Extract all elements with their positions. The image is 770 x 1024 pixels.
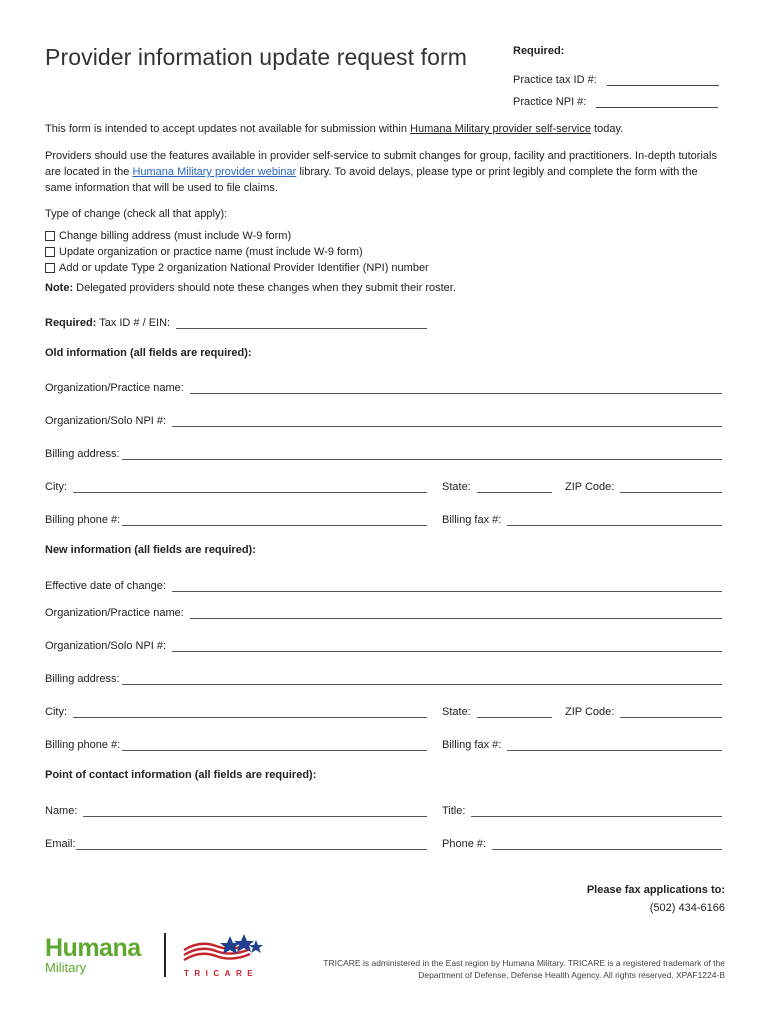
footer-disclaimer: TRICARE is administered in the East region by Humana Military. TRICARE is a registered trademark of the Department of Defense, Defense Health Agency. All rights reserved. XPAF1224-B bbox=[323, 958, 725, 980]
contact-title-label: Title: bbox=[442, 805, 466, 817]
change-option-name[interactable] bbox=[45, 244, 725, 260]
new-zip-label: ZIP Code: bbox=[565, 706, 615, 718]
page-title: Provider information update request form bbox=[45, 44, 468, 70]
practice-npi-field[interactable] bbox=[596, 96, 718, 108]
new-info-heading: New information (all fields are required): bbox=[45, 544, 256, 556]
change-option-npi[interactable] bbox=[45, 260, 725, 276]
old-billing-address-label: Billing address: bbox=[45, 448, 120, 460]
old-billing-phone-field[interactable] bbox=[122, 515, 427, 526]
checkbox-icon[interactable] bbox=[45, 247, 55, 257]
contact-heading: Point of contact information (all fields are required): bbox=[45, 769, 317, 781]
practice-tax-id-label: Practice tax ID #: bbox=[513, 74, 597, 86]
tricare-logo bbox=[180, 932, 272, 980]
contact-phone-label: Phone #: bbox=[442, 838, 487, 850]
required-box bbox=[513, 45, 719, 108]
new-billing-address-field[interactable] bbox=[122, 674, 722, 685]
change-type-section bbox=[45, 206, 725, 276]
new-city-field[interactable] bbox=[73, 707, 427, 718]
fax-number: (502) 434-6166 bbox=[649, 902, 725, 914]
old-city-label: City: bbox=[45, 481, 67, 493]
old-state-field[interactable] bbox=[477, 482, 552, 493]
fax-block bbox=[587, 884, 725, 914]
old-org-name-row bbox=[45, 378, 722, 394]
effective-date-label: Effective date of change: bbox=[45, 580, 166, 592]
new-org-name-field[interactable] bbox=[190, 608, 722, 619]
intro-line bbox=[45, 121, 725, 137]
new-billing-address-label: Billing address: bbox=[45, 673, 120, 685]
practice-npi-row bbox=[513, 86, 719, 108]
contact-email-field[interactable] bbox=[76, 839, 427, 850]
effective-date-row bbox=[45, 576, 722, 592]
checkbox-icon[interactable] bbox=[45, 231, 55, 241]
old-zip-label: ZIP Code: bbox=[565, 481, 615, 493]
contact-email-label: Email: bbox=[45, 838, 76, 850]
tax-id-row bbox=[45, 313, 427, 329]
logo-divider bbox=[164, 933, 166, 977]
old-phone-fax-row bbox=[45, 510, 722, 526]
old-state-label: State: bbox=[442, 481, 471, 493]
old-org-npi-label: Organization/Solo NPI #: bbox=[45, 415, 167, 427]
contact-name-label: Name: bbox=[45, 805, 78, 817]
logo-main-text: Humana bbox=[45, 934, 141, 962]
new-billing-address-row bbox=[45, 669, 722, 685]
change-option-billing[interactable] bbox=[45, 228, 725, 244]
old-org-npi-row bbox=[45, 411, 722, 427]
contact-email-phone-row bbox=[45, 834, 722, 850]
option-label: Add or update Type 2 organization National Provider Identifier (NPI) number bbox=[59, 262, 429, 274]
old-org-npi-field[interactable] bbox=[172, 416, 722, 427]
provider-webinar-link[interactable]: Humana Military provider webinar bbox=[132, 166, 297, 178]
old-org-name-label: Organization/Practice name: bbox=[45, 382, 184, 394]
tricare-wordmark: TRICARE bbox=[184, 969, 259, 978]
old-billing-fax-label: Billing fax #: bbox=[442, 514, 502, 526]
old-billing-address-field[interactable] bbox=[122, 449, 722, 460]
paragraph-text-end: library. To avoid delays, please type or print legibly and complete the form with the same information that will be used to file claims. bbox=[45, 166, 698, 194]
new-state-field[interactable] bbox=[477, 707, 552, 718]
paragraph-text: Providers should use the features available in provider self-service to submit changes for group, facility and practitioners. In-depth tutorials are located in the bbox=[45, 150, 717, 178]
old-city-field[interactable] bbox=[73, 482, 427, 493]
self-service-link[interactable]: Humana Military provider self-service bbox=[410, 123, 591, 135]
new-org-npi-row bbox=[45, 636, 722, 652]
old-info-heading: Old information (all fields are required): bbox=[45, 347, 252, 359]
note-label: Note: bbox=[45, 282, 74, 294]
practice-tax-id-field[interactable] bbox=[607, 74, 719, 86]
new-org-npi-label: Organization/Solo NPI #: bbox=[45, 640, 167, 652]
contact-name-field[interactable] bbox=[83, 806, 427, 817]
contact-name-title-row bbox=[45, 801, 722, 817]
intro-text: This form is intended to accept updates not available for submission within bbox=[45, 123, 411, 135]
new-billing-phone-label: Billing phone #: bbox=[45, 739, 121, 751]
old-zip-field[interactable] bbox=[620, 482, 722, 493]
new-billing-fax-label: Billing fax #: bbox=[442, 739, 502, 751]
practice-npi-label: Practice NPI #: bbox=[513, 96, 587, 108]
humana-military-logo bbox=[45, 935, 141, 975]
old-city-state-zip-row bbox=[45, 477, 722, 493]
old-billing-phone-label: Billing phone #: bbox=[45, 514, 121, 526]
new-org-name-row bbox=[45, 603, 722, 619]
new-zip-field[interactable] bbox=[620, 707, 722, 718]
tax-required-label: Required: bbox=[45, 317, 97, 329]
option-label: Change billing address (must include W-9 form) bbox=[59, 230, 292, 242]
tax-id-field[interactable] bbox=[176, 318, 427, 329]
contact-phone-field[interactable] bbox=[492, 839, 722, 850]
old-billing-fax-field[interactable] bbox=[507, 515, 722, 526]
option-label: Update organization or practice name (must include W-9 form) bbox=[59, 246, 363, 258]
new-city-label: City: bbox=[45, 706, 67, 718]
change-type-heading: Type of change (check all that apply): bbox=[45, 208, 228, 220]
note-text: Delegated providers should note these changes when they submit their roster. bbox=[73, 282, 456, 294]
new-phone-fax-row bbox=[45, 735, 722, 751]
new-billing-phone-field[interactable] bbox=[122, 740, 427, 751]
contact-title-field[interactable] bbox=[471, 806, 722, 817]
new-billing-fax-field[interactable] bbox=[507, 740, 722, 751]
old-org-name-field[interactable] bbox=[190, 383, 722, 394]
note-line bbox=[45, 280, 725, 296]
new-org-name-label: Organization/Practice name: bbox=[45, 607, 184, 619]
checkbox-icon[interactable] bbox=[45, 263, 55, 273]
fax-heading: Please fax applications to: bbox=[586, 884, 725, 896]
intro-paragraph bbox=[45, 148, 725, 196]
tax-id-label: Tax ID # / EIN: bbox=[96, 317, 171, 329]
logo-sub-text: Military bbox=[45, 960, 87, 975]
old-billing-address-row bbox=[45, 444, 722, 460]
effective-date-field[interactable] bbox=[172, 581, 722, 592]
new-org-npi-field[interactable] bbox=[172, 641, 722, 652]
intro-text-end: today. bbox=[590, 123, 624, 135]
tricare-flag-icon bbox=[184, 934, 263, 960]
new-state-label: State: bbox=[442, 706, 471, 718]
practice-tax-id-row bbox=[513, 64, 719, 86]
new-city-state-zip-row bbox=[45, 702, 722, 718]
required-heading: Required: bbox=[513, 45, 565, 57]
